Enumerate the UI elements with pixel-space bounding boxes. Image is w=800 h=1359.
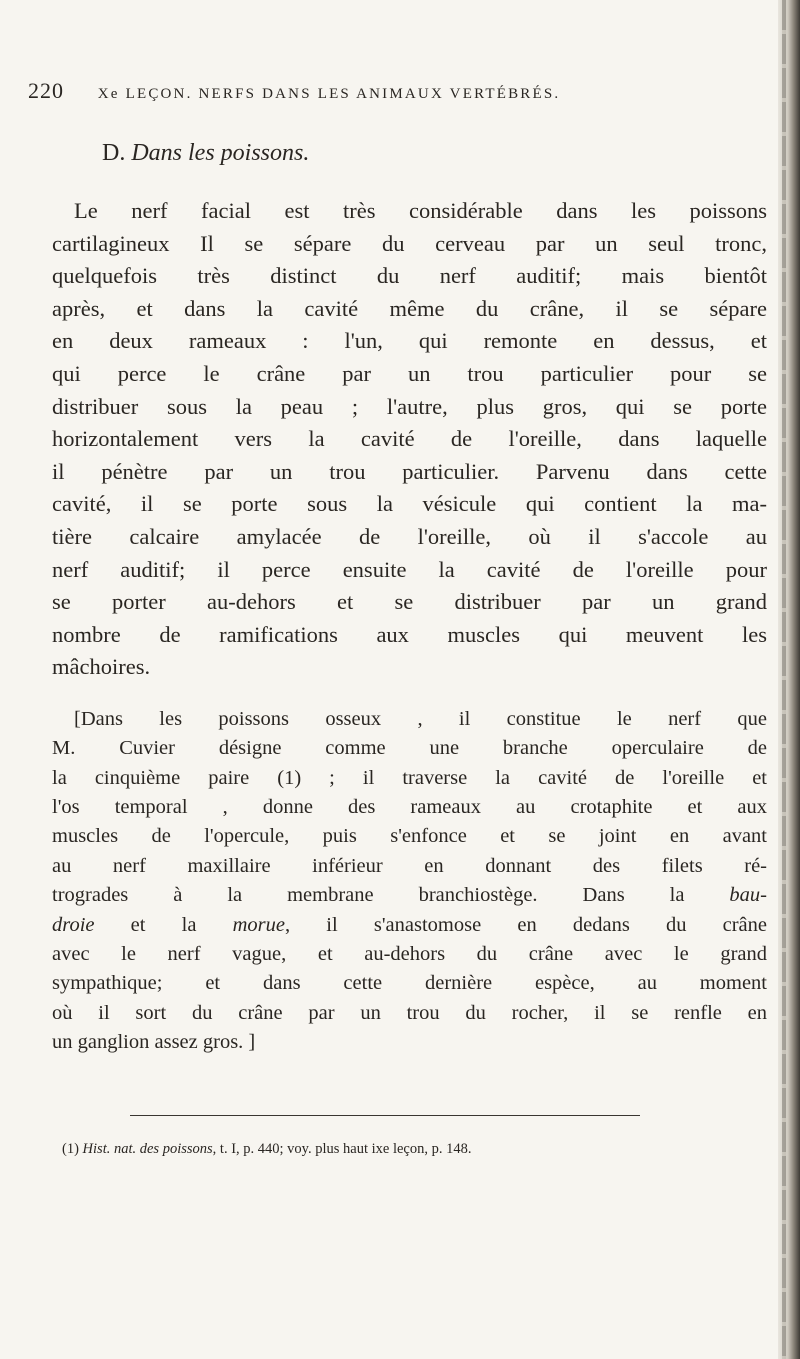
text-line: [Dans les poissons osseux , il constitue le nerf que (74, 707, 767, 730)
running-header (28, 78, 728, 104)
page-number: 220 (28, 78, 64, 103)
text-line: avec le nerf vague, et au-dehors du crâne avec le grand (52, 943, 767, 966)
text-line: quelquefois très distinct du nerf auditif; mais bientôt (52, 263, 767, 289)
section-heading (102, 140, 309, 167)
footnote-source: Hist. nat. des poissons (82, 1141, 213, 1157)
text-line: cavité, il se porte sous la vésicule qui contient la ma- (52, 491, 767, 517)
text-line: nombre de ramifications aux muscles qui meuvent les (52, 621, 767, 647)
text-line: M. Cuvier désigne comme une branche operculaire de (52, 737, 767, 760)
species-name: morue (232, 913, 286, 936)
text-line: après, et dans la cavité même du crâne, il se sépare (52, 295, 767, 321)
binding-strip (782, 0, 786, 1359)
footnote-text: , t. I, p. 440; voy. plus haut ixe leçon, p. 148. (212, 1141, 472, 1157)
text-line: qui perce le crâne par un trou particulier pour se (52, 360, 767, 386)
footnote-marker: (1) (62, 1141, 83, 1157)
section-letter: D. (102, 140, 126, 166)
section-title: Dans les poissons. (131, 140, 310, 166)
text-line: tière calcaire amylacée de l'oreille, où il s'accole au (52, 523, 767, 549)
text-line: trogrades à la membrane branchiostège. Dans la bau- (52, 884, 767, 907)
text-line: sympathique; et dans cette dernière espèce, au moment (52, 972, 767, 995)
text-line: l'os temporal , donne des rameaux au crotaphite et aux (52, 796, 767, 819)
paragraph-cartilaginous (52, 195, 767, 684)
footnote (62, 1141, 762, 1158)
text-line: au nerf maxillaire inférieur en donnant des filets ré- (52, 854, 767, 877)
text-line: la cinquième paire (1) ; il traverse la cavité de l'oreille et (52, 766, 767, 789)
body-text (52, 195, 767, 1058)
text-line: distribuer sous la peau ; l'autre, plus gros, qui se porte (52, 393, 767, 419)
text-line: il pénètre par un trou particulier. Parvenu dans cette (52, 458, 767, 484)
text-line: mâchoires. (52, 654, 151, 680)
text-line: nerf auditif; il perce ensuite la cavité de l'oreille pour (52, 556, 767, 582)
text-line: cartilagineux Il se sépare du cerveau par un seul tronc, (52, 230, 767, 256)
text-line: horizontalement vers la cavité de l'oreille, dans laquelle (52, 426, 767, 452)
text-line: en deux rameaux : l'un, qui remonte en dessus, et (52, 328, 767, 354)
text-line: où il sort du crâne par un trou du rocher, il se renfle en (52, 1001, 767, 1024)
text-line: muscles de l'opercule, puis s'enfonce et se joint en avant (52, 825, 767, 848)
paragraph-bony-fish (52, 705, 767, 1058)
running-title: Xe LEÇON. NERFS DANS LES ANIMAUX VERTÉBRÉS. (97, 86, 561, 102)
text-line: se porter au-dehors et se distribuer par un grand (52, 589, 767, 615)
text-line: droie et la morue, il s'anastomose en dedans du crâne (52, 913, 768, 936)
text-line: Le nerf facial est très considérable dans les poissons (74, 198, 767, 223)
species-name: bau- (729, 884, 767, 907)
species-name: droie (52, 913, 95, 936)
text-line: un ganglion assez gros. ] (52, 1031, 256, 1054)
footnote-rule (130, 1115, 640, 1116)
